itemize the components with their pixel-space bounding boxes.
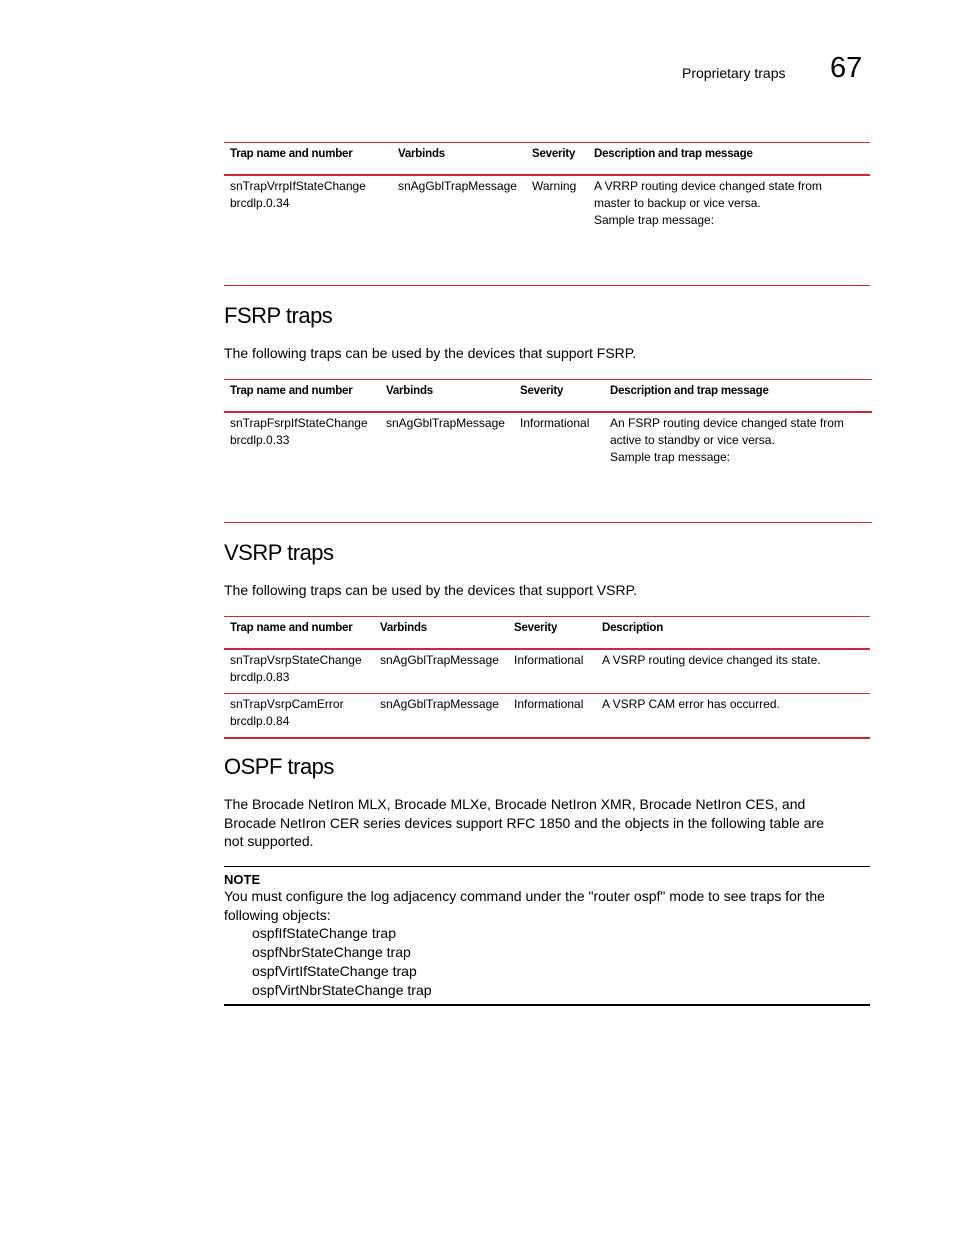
col-header-trap-name: Trap name and number bbox=[224, 143, 392, 176]
varbinds-cell: snAgGblTrapMessage bbox=[374, 694, 508, 739]
note-text-pre: You must configure the bbox=[224, 888, 371, 904]
list-item: ospfNbrStateChange trap bbox=[252, 944, 411, 960]
col-header-description: Description and trap message bbox=[604, 380, 872, 413]
vsrp-intro: The following traps can be used by the devices that support VSRP. bbox=[224, 582, 637, 598]
table-row bbox=[224, 412, 872, 523]
trap-number: brcdlp.0.33 bbox=[230, 433, 290, 447]
sample-message-label: Sample trap message: bbox=[594, 213, 715, 227]
description-cell: A VSRP CAM error has occurred. bbox=[596, 694, 870, 739]
trap-number: brcdlp.0.84 bbox=[230, 714, 290, 728]
note-box bbox=[224, 866, 870, 1006]
col-header-severity: Severity bbox=[508, 617, 596, 650]
table-row bbox=[224, 694, 870, 739]
note-text-post: command under the "router ospf" mode to see traps for the bbox=[456, 888, 825, 904]
severity-cell: Warning bbox=[526, 175, 588, 286]
col-header-varbinds: Varbinds bbox=[374, 617, 508, 650]
trap-name: snTrapVsrpCamError bbox=[230, 697, 344, 711]
col-header-description: Description bbox=[596, 617, 870, 650]
description-cell: A VSRP routing device changed its state. bbox=[596, 649, 870, 694]
section-heading-ospf: OSPF traps bbox=[224, 754, 334, 779]
col-header-severity: Severity bbox=[526, 143, 588, 176]
running-header-section: Proprietary traps bbox=[682, 65, 786, 81]
ospf-intro-line: The Brocade NetIron MLX, Brocade MLXe, Brocade NetIron XMR, Brocade NetIron CES, and bbox=[224, 796, 806, 812]
note-text bbox=[224, 887, 870, 925]
table-header-row bbox=[224, 143, 870, 176]
ospf-intro-line: Brocade NetIron CER series devices support RFC 1850 and the objects in the following table are bbox=[224, 814, 824, 831]
list-item: ospfVirtNbrStateChange trap bbox=[252, 982, 432, 998]
table-header-row bbox=[224, 380, 872, 413]
sample-message-label: Sample trap message: bbox=[610, 450, 731, 464]
vrrp-trap-table bbox=[224, 142, 870, 286]
varbinds-cell: snAgGblTrapMessage bbox=[380, 412, 514, 523]
vsrp-trap-table bbox=[224, 616, 870, 739]
trap-name: snTrapVrrpIfStateChange bbox=[230, 179, 366, 193]
section-heading-fsrp: FSRP traps bbox=[224, 303, 333, 328]
ospf-intro-line: not supported. bbox=[224, 833, 314, 849]
note-text-line: following objects: bbox=[224, 907, 331, 923]
severity-cell: Informational bbox=[508, 649, 596, 694]
fsrp-trap-table bbox=[224, 379, 872, 523]
varbinds-cell: snAgGblTrapMessage bbox=[392, 175, 526, 286]
col-header-trap-name: Trap name and number bbox=[224, 617, 374, 650]
severity-cell: Informational bbox=[508, 694, 596, 739]
col-header-varbinds: Varbinds bbox=[380, 380, 514, 413]
severity-cell: Informational bbox=[514, 412, 604, 523]
col-header-severity: Severity bbox=[514, 380, 604, 413]
table-row bbox=[224, 175, 870, 286]
trap-number: brcdlp.0.83 bbox=[230, 670, 290, 684]
trap-number: brcdlp.0.34 bbox=[230, 196, 290, 210]
trap-name: snTrapVsrpStateChange bbox=[230, 653, 362, 667]
description-line: active to standby or vice versa. bbox=[610, 433, 775, 447]
section-heading-vsrp: VSRP traps bbox=[224, 540, 334, 565]
table-header-row bbox=[224, 617, 870, 650]
ospf-intro bbox=[224, 795, 864, 851]
list-item: ospfIfStateChange trap bbox=[252, 925, 396, 941]
description-line: master to backup or vice versa. bbox=[594, 196, 761, 210]
table-row bbox=[224, 649, 870, 694]
description-line: A VRRP routing device changed state from bbox=[594, 179, 822, 193]
col-header-trap-name: Trap name and number bbox=[224, 380, 380, 413]
chapter-number: 67 bbox=[830, 52, 863, 84]
note-object-list bbox=[252, 924, 432, 1000]
fsrp-intro: The following traps can be used by the devices that support FSRP. bbox=[224, 345, 637, 361]
description-line: An FSRP routing device changed state from bbox=[610, 416, 844, 430]
col-header-varbinds: Varbinds bbox=[392, 143, 526, 176]
note-command: log adjacency bbox=[370, 888, 457, 904]
list-item: ospfVirtIfStateChange trap bbox=[252, 963, 417, 979]
trap-name: snTrapFsrpIfStateChange bbox=[230, 416, 368, 430]
col-header-description: Description and trap message bbox=[588, 143, 870, 176]
varbinds-cell: snAgGblTrapMessage bbox=[374, 649, 508, 694]
note-title: NOTE bbox=[224, 872, 261, 887]
